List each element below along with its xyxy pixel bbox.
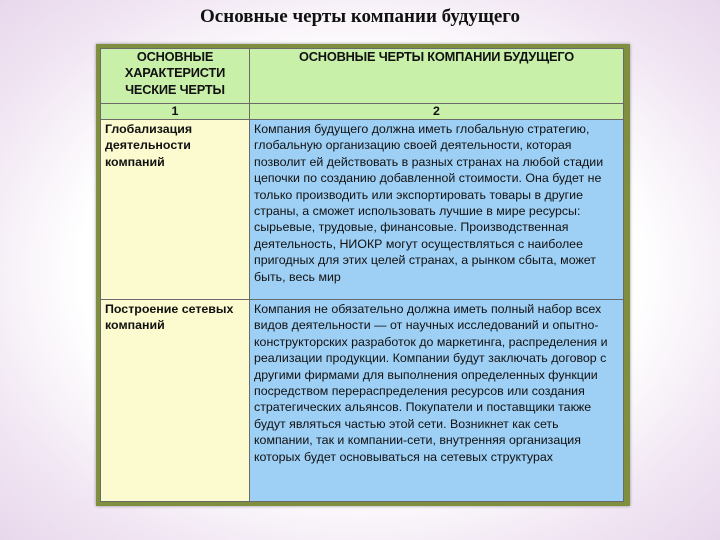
table-number-row <box>101 104 624 120</box>
features-table-frame <box>96 44 630 506</box>
features-table <box>100 48 624 502</box>
column-number-2: 2 <box>250 104 624 120</box>
table-header-row <box>101 49 624 104</box>
column-number-1: 1 <box>101 104 250 120</box>
row-description-network: Компания не обязательно должна иметь полный набор всех видов деятельности — от научных исследований и опытно-конструкторских разработок до маркетинга, распределения и реализации продукции. Компании будут заключать договор с другими фирмами для выполнения определенных функции посредством перераспределения ресурсов или создания стратегических альянсов. Покупатели и поставщики также будут являться частью этой сети. Возникнет как сеть компании, так и компании-сети, внутренняя организация которых будет основываться на сетевых структурах <box>250 300 624 502</box>
row-term-globalization: Глобализация деятельности компаний <box>101 120 250 300</box>
header-future-features: ОСНОВНЫЕ ЧЕРТЫ КОМПАНИИ БУДУЩЕГО <box>250 49 624 104</box>
row-term-network: Построение сетевых компаний <box>101 300 250 502</box>
row-description-globalization: Компания будущего должна иметь глобальную стратегию, глобальную организацию своей деятельности, которая позволит ей действовать в разных странах на любой стадии цепочки по созданию добавленной стоимости. Она будет не только производить или экспортировать товары в другие страны, а сможет использовать лучшие в мире ресурсы: сырьевые, трудовые, финансовые. Производственная деятельность, НИОКР могут осуществляться с наиболее пригодных для этих целей странах, а рынком сбыта, может быть, весь мир <box>250 120 624 300</box>
table-row <box>101 300 624 502</box>
table-row <box>101 120 624 300</box>
slide-title: Основные черты компании будущего <box>200 6 520 27</box>
header-characteristics: ОСНОВНЫЕ ХАРАКТЕРИСТИ ЧЕСКИЕ ЧЕРТЫ <box>101 49 250 104</box>
